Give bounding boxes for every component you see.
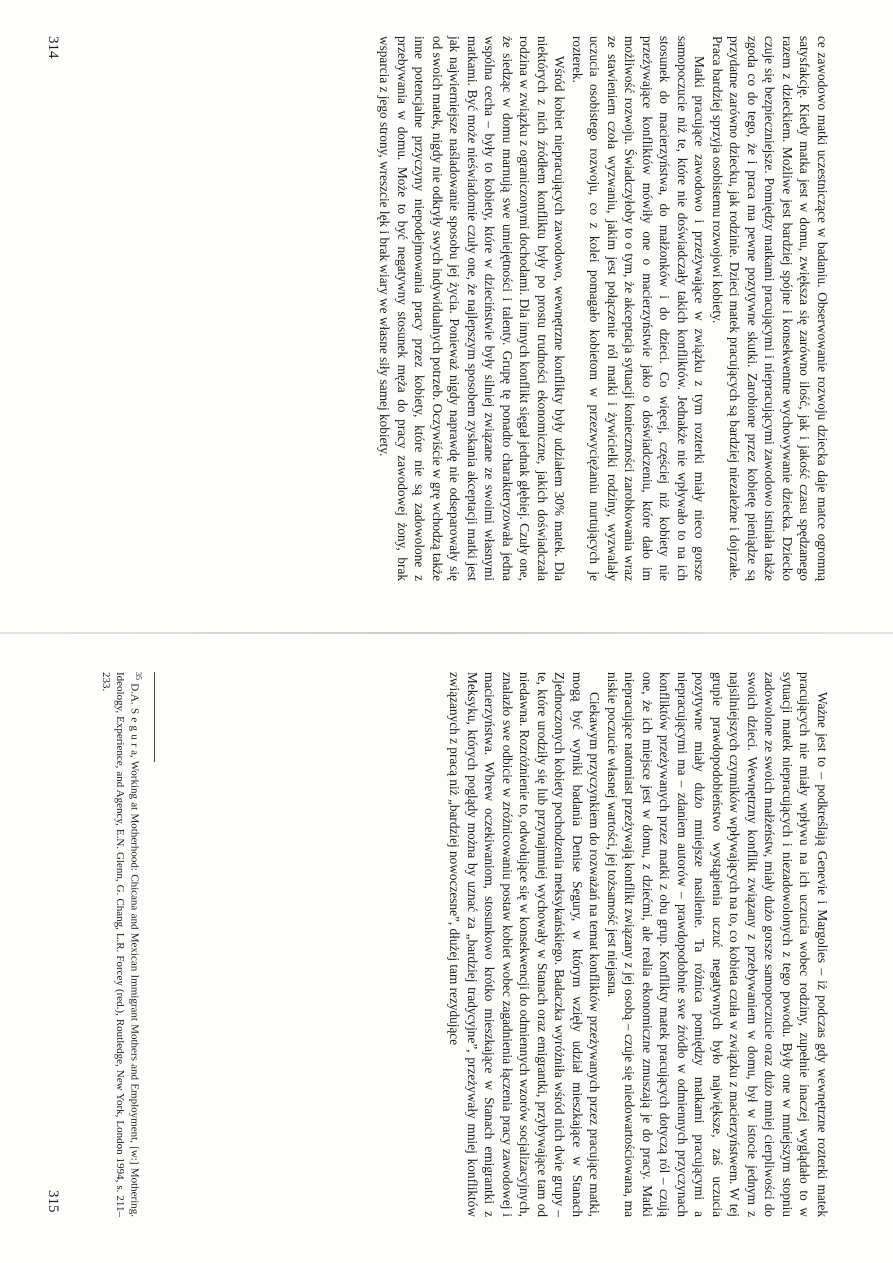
footnote-rule <box>154 672 155 762</box>
right-paragraph-1: Ważne jest to – podkreślają Genevie i Margolies – iż podczas gdy wewnętrzne rozterki matek pracujących nie miały wpływu na ich uczucia wobec rodziny, zupełnie inaczej wyglądało to w sytuacji matek niepracujących i niezadowolonych z tego powodu. Były one w mniejszym stopniu zadowolone ze swoich małżeństw, miały dużo gorsze samopoczucie oraz dużo mniej cierpliwości do swoich dzieci. Wewnętrzny konflikt związany z przebywaniem w domu, był w istocie jednym z najsilniejszych czynników wpływających na to, co kobieta czuła w związku z macierzyństwem. W tej grupie prawdopodobieństwo wystąpienia uczuć negatywnych było największe, zaś uczucia pozytywne miały dużo mniejsze nasilenie. Ta różnica pomiędzy matkami pracującymi a niepracującymi ma – zdaniem autorów – prawdopodobnie swe źródło w odmiennych przyczynach konfliktów przeżywanych przez matki z obu grup. Konflikty matek pracujących dotyczą ról – czują one, że ich miejsce jest w domu, z dziećmi, ale realia ekonomiczne zmuszają je do pracy. Matki niepracujące natomiast przeżywają konflikt związany z jej osobą – czuje się niedowartościowana, ma niskie poczucie własnej wartości, jej tożsamość jest niejasna. <box>605 672 830 1217</box>
right-page-text <box>446 672 831 1217</box>
footnote-text: D.A. S e g u r a, Working at Motherhood: Chicana and Mexican Immigrant Mothers and Employment, [w:] Mothering. Ideology, Experience, and Agency, E.N. Glenn, G. Chang, L.R. Forcey (red.), Routledge, New York, London 1994, s. 211–233. <box>100 672 141 1218</box>
page-gutter <box>0 632 893 634</box>
left-page-text <box>376 36 831 581</box>
left-paragraph-1: ce zawodowo matki uczestniczące w badaniu. Obserwowanie rozwoju dziecka daje matce ogromną satysfakcję. Kiedy matka jest w domu, zwiększa się zarówno ilość, jak i jakość czasu spędzanego razem z dzieckiem. Możliwe jest bardziej spójne i konsekwentne wychowywanie dziecka. Dziecko czuje się bezpieczniejsze. Pomiędzy matkami pracującymi i niepracującymi zawodowo istniała także zgoda co do tego, że i praca ma pewne pozytywne skutki. Zarobione przez kobietę pieniądze są przydatne zarówno dziecku, jak rodzinie. Dzieci matek pracujących są bardziej niezależne i dojrzałe. Praca bardziej sprzyja osobistemu rozwojowi kobiety. <box>710 36 830 581</box>
right-page-number: 315 <box>45 1190 61 1213</box>
footnote <box>99 672 145 1217</box>
footnote-marker: 35 <box>134 672 143 680</box>
left-page-number: 314 <box>45 36 61 59</box>
right-paragraph-2: Ciekawym przyczynkiem do rozważań na temat konfliktów przeżywanych przez pracujące matki, mogą być wyniki badania Denise Segury, w którym wzięły udział mieszkające w Stanach Zjednoczonych kobiety pochodzenia meksykańskiego. Badaczka wyróżniła wśród nich dwie grupy – te, które urodziły się lub przynajmniej wychowały w Stanach oraz emigrantki, przybywające tam od niedawna. Rozróżnienie to, odwołujące się w konsekwencji do odmiennych wzorów socjalizacyjnych, znalazło swe odbicie w zróżnicowaniu postaw kobiet wobec zagadnienia łączenia pracy zawodowej i macierzyństwa. Wbrew oczekiwaniom, stosunkowo krótko mieszkające w Stanach emigrantki z Meksyku, których poglądy można by uznać za „bardziej tradycyjne”, przeżywały mniej konfliktów związanych z pracą niż „bardziej nowoczesne”, dłużej tam rezydujące <box>447 672 603 1217</box>
left-paragraph-3: Wśród kobiet niepracujących zawodowo, wewnętrzne konflikty były udziałem 30% matek. Dla niektórych z nich źródłem konfliktu były po prostu trudności ekonomiczne, jakich doświadczała rodzina w związku z ograniczonymi dochodami. Dla innych konflikt sięgał jednak głębiej. Czuły one, że siedząc w domu marnują swe umiejętności i talenty. Grupę tę ponadto charakteryzowała jedna wspólna cecha – były to kobiety, które w dzieciństwie były silniej związane ze swoimi własnymi matkami. Być może nieświadomie czuły one, że najlepszym sposobem zyskania akceptacji matki jest jak najwierniejsze naśladowanie sposobu jej życia. Ponieważ nigdy naprawdę nie odseparowały się od swoich matek, nigdy nie odkryły swych indywidualnych potrzeb. Oczywiście w grę wchodzą także inne potencjalne przyczyny niepodejmowania pracy przez kobiety, które nie są zadowolone z przebywania w domu. Może to być negatywny stosunek męża do pracy zawodowej żony, brak wsparcia z jego strony, wreszcie lęk i brak wiary we własne siły samej kobiety. <box>377 36 568 581</box>
left-paragraph-2: Matki pracujące zawodowo i przeżywające w związku z tym rozterki miały nieco gorsze samopoczucie niż te, które nie doświadczały takich konfliktów. Jednakże nie wpływało to na ich stosunek do macierzyństwa, do małżonków i do dzieci. Co więcej, częściej niż kobiety nie przeżywające konfliktów mówiły one o macierzyństwie jako o doświadczeniu, które dało im możliwość rozwoju. Świadczyłoby to o tym, że akceptacja sytuacji konieczności zarobkowania wraz ze stawieniem czoła wyzwaniu, jakim jest połączenie ról matki i żywicielki rodziny, wyzwalały uczucia osobistego rozwoju, co z kolei pomagało kobietom w przezwyciężaniu nurtujących je rozterek. <box>570 36 708 581</box>
